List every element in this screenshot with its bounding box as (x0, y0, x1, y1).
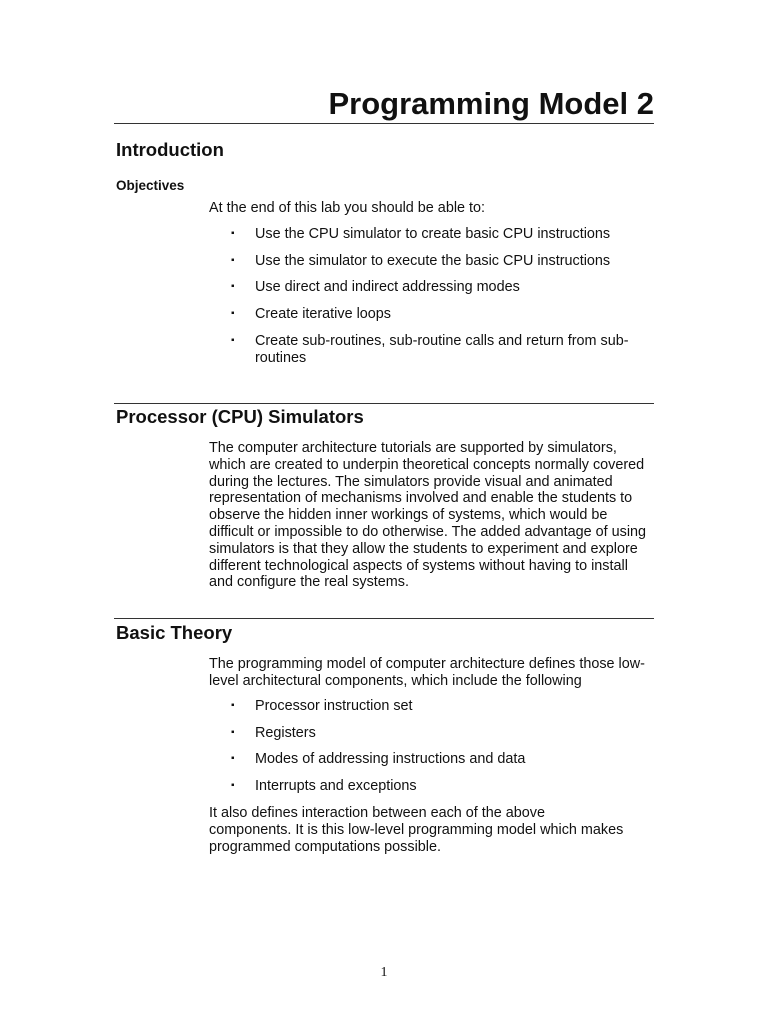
section-divider (114, 618, 654, 619)
document-title: Programming Model 2 (328, 86, 654, 121)
theory-text: Processor instruction set (255, 698, 413, 714)
objective-item (231, 226, 661, 243)
title-divider (114, 123, 654, 124)
objectives-lead: At the end of this lab you should be able to: (209, 200, 486, 216)
basic-theory-closing: It also defines interaction between each of the above components. It is this low-level programming model which makes programmed computations possible. (209, 805, 624, 855)
theory-item (231, 751, 661, 768)
theory-item (231, 698, 661, 715)
objective-text: Create iterative loops (255, 306, 391, 322)
objective-item (231, 279, 661, 296)
objective-text: Use the CPU simulator to create basic CPU instructions (255, 226, 611, 242)
theory-item (231, 725, 661, 742)
section-divider (114, 403, 654, 404)
bullet-icon: ▪ (231, 228, 235, 239)
theory-text: Registers (255, 725, 316, 741)
objective-text: Use the simulator to execute the basic CPU instructions (255, 253, 611, 269)
bullet-icon: ▪ (231, 753, 235, 764)
page-number: 1 (380, 965, 388, 980)
theory-text: Interrupts and exceptions (255, 778, 417, 794)
bullet-icon: ▪ (231, 727, 235, 738)
objective-item (231, 333, 641, 367)
objective-text: Create sub-routines, sub-routine calls and return from sub-routines (255, 333, 629, 366)
bullet-icon: ▪ (231, 700, 235, 711)
simulators-heading: Processor (CPU) Simulators (116, 406, 364, 427)
objective-text: Use direct and indirect addressing modes (255, 279, 520, 295)
basic-theory-heading: Basic Theory (116, 622, 233, 643)
theory-item (231, 778, 661, 795)
objective-item (231, 306, 661, 323)
bullet-icon: ▪ (231, 780, 235, 791)
introduction-heading: Introduction (116, 139, 224, 160)
bullet-icon: ▪ (231, 308, 235, 319)
bullet-icon: ▪ (231, 335, 235, 346)
basic-theory-lead: The programming model of computer architecture defines those low-level architectural components, which include the following (209, 656, 645, 689)
simulators-paragraph: The computer architecture tutorials are supported by simulators, which are created to underpin theoretical concepts normally covered during the lectures. The simulators provide visual and animated representation of mechanisms involved and enable the students to observe the hidden inner workings of systems, which would be difficult or impossible to do otherwise. The added advantage of using simulators is that they allow the students to experiment and explore different technological aspects of systems without having to install and configure the real systems. (209, 440, 647, 591)
bullet-icon: ▪ (231, 255, 235, 266)
objective-item (231, 253, 661, 270)
bullet-icon: ▪ (231, 281, 235, 292)
theory-text: Modes of addressing instructions and data (255, 751, 526, 767)
objectives-heading: Objectives (116, 178, 185, 193)
